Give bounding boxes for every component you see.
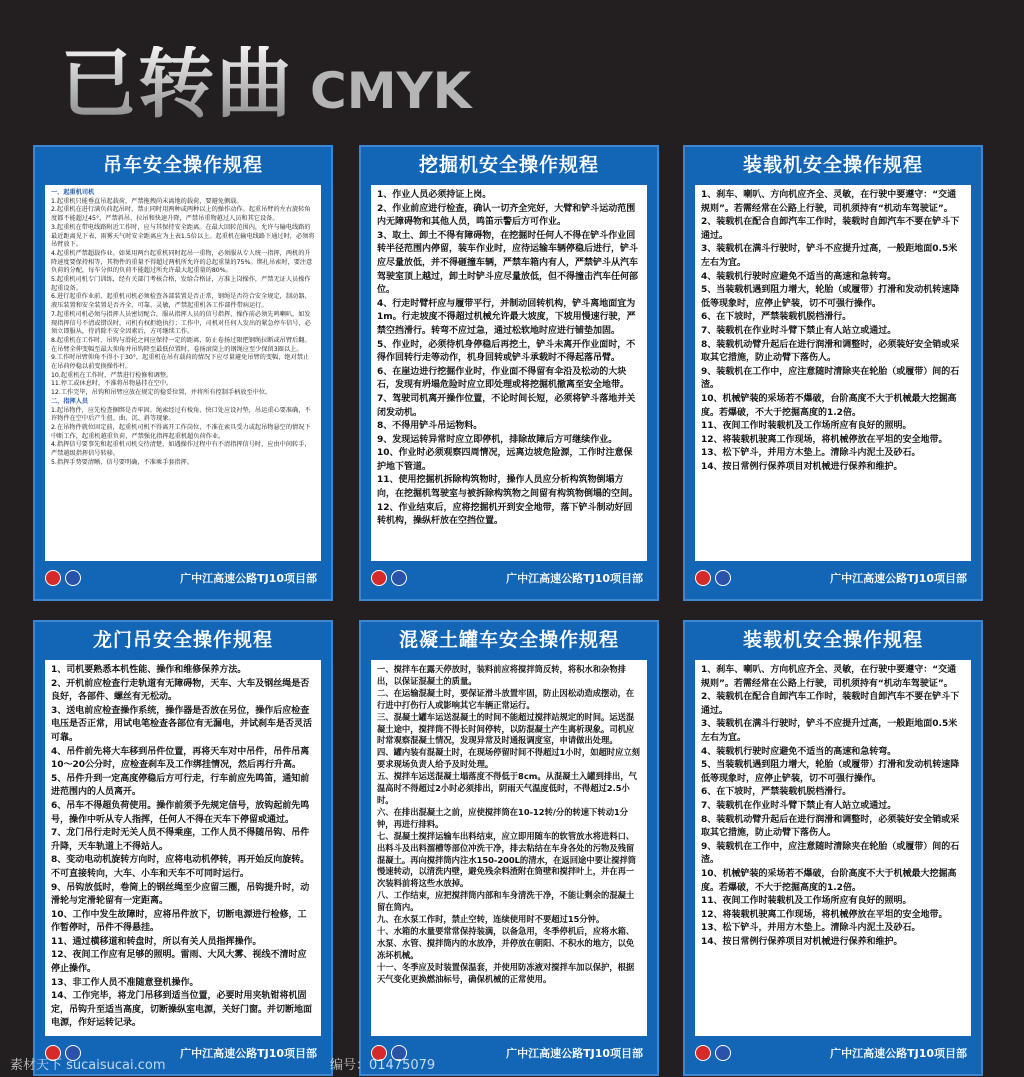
rule-item: 2.在吊物件就位固定前，起重机司机不得离开工作岗位，不准在索具受力或起吊物悬空的情况下中断工作，起重机越重负荷，严禁强化指挥起重机超负荷作业。 [51, 423, 311, 440]
rule-item: 7、驾驶司机离开操作位置，不论时间长短，必须将铲斗落地并关闭发动机。 [377, 393, 636, 418]
rule-item: 10、机械铲装的采场若不爆破，台阶高度不大于机械最大挖掘高度。若爆破，不大于挖掘高度的1.2倍。 [701, 868, 957, 893]
watermark-left: 素材天下 sucaisucai.com [10, 1058, 166, 1073]
rule-item: 1、司机要熟悉本机性能、操作和维修保养方法。 [51, 665, 247, 675]
board-title: 挖掘机安全操作规程 [418, 154, 599, 176]
board-gantry-crane [33, 620, 333, 1076]
board-footer-text: 广中江高速公路TJ10项目部 [506, 572, 643, 585]
board-loader-2 [683, 620, 983, 1076]
board-title: 混凝土罐车安全操作规程 [398, 629, 619, 651]
rule-item: 2.起重机在进行满负荷起吊时，禁止同时用两种或两种以上的操作动作。起重吊臂的左右旋转角度都不能超过45°，严禁斜吊、拉吊和快速升降，严禁吊重物越过人员和其它设备。 [51, 206, 311, 223]
rule-item: 4、行走时臂杆应与履带平行，并制动回转机构，铲斗离地面宜为1m。行走坡度不得超过机械允许最大坡度，下坡用慢速行驶，严禁空挡滑行。转弯不应过急，通过松软地时应进行铺垫加固。 [377, 298, 636, 336]
board-body [371, 185, 647, 561]
board-title: 吊车安全操作规程 [102, 154, 263, 176]
page-header [60, 22, 472, 128]
rule-item: 7.起重机司机必须与指挥人员密切配合，服从指挥人员的信号指挥，操作前必须先鸣喇叭，如发现指挥信号不清或错误时，司机有权拒绝执行；工作中，司机对任何人发出的紧急停车信号，必须立即服从，待消除不安全因素后，方可继续工作。 [51, 310, 311, 336]
rule-item: 14、按日常例行保养项目对机械进行保养和维护。 [701, 461, 903, 472]
rule-item: 3、装载机在满斗行驶时，铲斗不应提升过高，一般距地面0.5米左右为宜。 [701, 244, 958, 268]
rule-item: 13、松下铲斗，并用方木垫上。清除斗内泥土及砂石。 [701, 923, 921, 934]
rule-item: 四、罐内装有混凝土时，在现场停留时间不得超过1小时，如超时应立刻要求现场负责人给予及时处理。 [377, 747, 640, 770]
board-footer [695, 1038, 971, 1068]
company-logo-icon [715, 570, 731, 586]
rule-item: 12、夜间工作应有足够的照明。雷雨、大风大雾、视线不清时应停止操作。 [51, 950, 307, 975]
rule-item: 8、不得用铲斗吊运物料。 [377, 421, 483, 432]
rule-item: 七、混凝土搅拌运输车出料结束，应立即用随车的软管放水将进料口、出料斗及出料溜槽等部位冲洗干净，排去粘结在车身各处的污物及残留混凝土。再向搅拌筒内注水150-200L的清水，在返回途中要让搅拌筒慢速转动，以清洗内壁，避免残余料渣附在筒壁和搅拌叶上，并在再一次装料前将这些水放掉。 [377, 830, 637, 889]
board-crane [33, 145, 333, 601]
rule-item: 7、装载机在作业时斗臂下禁止有人站立或通过。 [701, 800, 897, 811]
rule-item: 二、在运输混凝土时，要保证滑斗放置牢固，防止因松动造成摆动，在行进中打伤行人或影响其它车辆正常运行。 [377, 687, 635, 710]
board-footer-text: 广中江高速公路TJ10项目部 [180, 1047, 317, 1060]
board-footer [371, 563, 647, 593]
rule-item: 6、在崖边进行挖掘作业时，作业面不得留有伞沿及松动的大块石，发现有坍塌危险时应立即处理或将挖掘机撤离至安全地带。 [377, 366, 630, 391]
rule-item: 11.停工或休息时，不准将吊物悬挂在空中。 [51, 380, 173, 388]
rule-item: 3、送电前应检查操作系统，操作器是否放在另位，操作后应检查电压是否正常，用试电笔检查各部位有无漏电，并试刹车是否灵活可靠。 [51, 705, 313, 743]
rule-item: 11、夜间工作时装载机及工作场所应有良好的照明。 [701, 421, 912, 432]
board-title: 龙门吊安全操作规程 [92, 629, 273, 651]
rule-item: 8、装载机动臂升起后在进行润滑和调整时，必须装好安全销或采取其它措施，防止动臂下落伤人。 [701, 814, 960, 839]
rule-item: 13、松下铲斗，并用方木垫上。清除斗内泥土及砂石。 [701, 448, 921, 459]
board-footer [695, 563, 971, 593]
rule-item: 6.进行起重作业前，起重机司机必须检查各部装置是否正常，钢绳是否符合安全规定，制动器、液压装置和安全装置是否齐全、可靠、灵敏，严禁起重机各工作部件带病运行。 [51, 293, 311, 310]
rule-item: 11、夜间工作时装载机及工作场所应有良好的照明。 [701, 896, 912, 907]
company-logo-icon [45, 570, 61, 586]
rule-item: 5、吊件升到一定高度停稳后方可行走，行车前应先鸣笛，通知前进范围内的人员离开。 [51, 773, 310, 798]
rule-item: 10.起重机在工作时，严禁进行检修和调整。 [51, 371, 173, 379]
rule-item: 8.起重机在工作时，吊钩与滑轮之间应保持一定的距离，防止卷扬过限把钢绳拉断或吊臂后翻。在吊臂全伸变幅至最大仰角并吊钩降至最低位置时，卷扬滚筒上的钢绳应至少保留3圈以上。 [51, 336, 311, 353]
watermark-right: 编号：01475079 [330, 1058, 436, 1073]
rule-item: 14、工作完毕，将龙门吊移到适当位置，必要时用夹轨钳将机固定，吊钩升至适当高度，切断操纵室电源，关好门窗。并切断地面电源，作好运转记录。 [51, 991, 313, 1029]
rule-item: 4、吊件前先将大车移到吊件位置，再将天车对中吊件，吊件吊离10～20公分时，应检查刹车及工作绑挂情况，然后再行升高。 [51, 746, 310, 771]
rule-item: 4.指挥信号要事先和起重机司机交待清楚，如遇操作过程中有不清指挥信号时，应由中间转手，严禁越级指挥信号转移。 [51, 441, 311, 458]
company-logo-icon [695, 1045, 711, 1061]
board-body [371, 660, 647, 1036]
board-footer-text: 广中江高速公路TJ10项目部 [830, 572, 967, 585]
board-footer-text: 广中江高速公路TJ10项目部 [830, 1047, 967, 1060]
board-excavator [359, 145, 659, 601]
rule-item: 4、装载机行驶时应避免不适当的高速和急转弯。 [701, 746, 897, 757]
rule-item: 6、在下坡时，严禁装载机脱档滑行。 [701, 787, 852, 798]
rule-item: 十一、冬季应及时装置保温套，并使用防冻液对搅拌车加以保护，根据天气变化更换燃油标号，确保机械的正常使用。 [377, 961, 635, 984]
board-body [695, 660, 971, 1036]
rule-item: 2、装载机在配合自卸汽车工作时，装载时自卸汽车不要在铲斗下通过。 [701, 692, 960, 716]
rule-item: 5.起重机司机专门训练，经有关部门考核合格，发给合格证，方准上岗操作，严禁无证人员操作起重设备。 [51, 276, 311, 292]
board-body [45, 185, 321, 561]
rule-item: 12.工作完毕，吊钩和吊臂应放在规定的稳妥位置，并将所有控制手柄放至中位。 [51, 389, 272, 397]
rule-item: 三、混凝土罐车运送混凝土的时间不能超过搅拌站规定的时间。运送混凝土途中，搅拌筒不得长时间停转，以防混凝土产生离析现象。司机应时常观察混凝土情况，发现异常及时通报调度室，申请做出处理。 [377, 711, 635, 746]
header-title: 已转曲 [60, 39, 294, 128]
company-logo-icon [391, 570, 407, 586]
rule-item: 六、在排出混凝土之前，应使搅拌筒在10-12转/分的转速下转动1分钟，再进行排料。 [377, 806, 629, 829]
rule-item: 十、水箱的水量要常常保持装满，以备急用，冬季停机后，应将水箱、水泵、水管、搅拌筒内的水放净，并停放在朝阳、不积水的地方，以免冻坏机械。 [377, 925, 635, 960]
rule-item: 5、当装载机遇到阻力增大，轮胎（或履带）打滑和发动机转速降低等现象时，应停止铲装，切不可强行操作。 [701, 760, 960, 784]
rule-item: 9、装载机在工作中，应注意随时清除夹在轮胎（或履带）间的石渣。 [701, 366, 960, 391]
rule-item: 9、发现运转异常时应立即停机，排除故障后方可继续作业。 [377, 434, 618, 445]
rule-item: 3.起重机在带电线路附近工作时，应与其保持安全距离。在最大回转范围内，允许与输电线路的最近距离见下表，雨雾天气时安全距离应为上表1.5倍以上。起重机在输电线路下通过时，必须将吊臂放下。 [51, 223, 315, 249]
rule-item: 3、装载机在满斗行驶时，铲斗不应提升过高，一般距地面0.5米左右为宜。 [701, 719, 958, 743]
company-logo-icon [715, 1045, 731, 1061]
rule-item: 12、将装载机驶离工作现场，将机械停放在平坦的安全地带。 [701, 909, 948, 920]
rule-item: 4.起重机严禁超载作业。如果用两台起重机同时起吊一重物，必须服从专人统一指挥，两机的升降速度要保持相等，其物件的重量不得超过两机所允许的总起重量的75%。绑扎吊索时，要注意负荷的分配，每车分担的负荷不能超过所允许最大起重量的80%。 [51, 249, 313, 275]
rule-item: 1、刹车、喇叭、方向机应齐全、灵敏，在行驶中要遵守：“交通规则”。若需经常在公路上行驶，司机须持有“机动车驾驶证”。 [701, 190, 957, 214]
rule-item: 10、作业时必须观察四周情况，远离边坡危险源，工作时注意保护地下管道。 [377, 448, 633, 472]
company-logo-icon [371, 570, 387, 586]
rule-item: 11、通过横移道和转盘时，所以有关人员指挥操作。 [51, 936, 262, 947]
company-logo-icon [65, 570, 81, 586]
rule-item: 9.工作时吊臂仰角不得小于30°，起重机在吊有载荷的情况下应尽量避免吊臂的变幅，绝对禁止在吊荷停稳以前变换操作杆。 [51, 354, 310, 371]
rule-item: 9、装载机在工作中，应注意随时清除夹在轮胎（或履带）间的石渣。 [701, 841, 960, 866]
rule-item: 12、将装载机驶离工作现场，将机械停放在平坦的安全地带。 [701, 434, 948, 445]
header-subtitle: CMYK [310, 62, 472, 120]
board-footer [45, 563, 321, 593]
rule-item: 10、工作中发生故障时，应将吊件放下，切断电源进行检修，工作暂停时，吊件不得悬挂。 [51, 909, 307, 934]
rule-item: 2、开机前应检查行走轨道有无障碍物，天车、大车及钢丝绳是否良好，各部件、螺丝有无松动。 [51, 678, 310, 703]
rule-item: 14、按日常例行保养项目对机械进行保养和维护。 [701, 936, 903, 947]
rule-item: 2、作业前应进行检查，确认一切齐全完好，大臂和铲斗运动范围内无障碍物和其他人员，鸣笛示警后方可作业。 [377, 203, 636, 228]
rule-item: 5、作业时，必须待机身停稳后再挖土，铲斗未离开作业面时，不得作回转行走等动作，机身回转或铲斗承载时不得起落吊臂。 [377, 339, 636, 364]
rule-item: 6、在下坡时，严禁装载机脱档滑行。 [701, 312, 852, 323]
rule-item: 13、非工作人员不准随意登机操作。 [51, 977, 199, 988]
rule-item: 8、变动电动机旋转方向时，应将电动机停转，再开始反向旋转。不可直接转向，大车、小车和天车不可同时运行。 [51, 855, 310, 879]
rule-item: 1.起吊物件，应先检查捆绑是否牢固。绳索经过有棱角、快口处应设衬垫，吊运重心要准确，不许物件在空中后产生扭、曲、沉、斜等现象。 [51, 406, 311, 423]
board-loader [683, 145, 983, 601]
board-body [45, 660, 321, 1036]
rule-item: 九、在水泵工作时，禁止空转，连续使用时不要超过15分钟。 [377, 914, 605, 925]
rule-item: 一、搅拌车在露天停放时，装料前应将搅拌筒反转，将积水和杂物排出，以保证混凝土的质量。 [377, 664, 626, 686]
rule-section-heading: 一、起重机司机 [51, 189, 95, 196]
rule-item: 10、机械铲装的采场若不爆破，台阶高度不大于机械最大挖掘高度。若爆破，不大于挖掘高度的1.2倍。 [701, 393, 957, 418]
rule-item: 5、当装载机遇到阻力增大，轮胎（或履带）打滑和发动机转速降低等现象时，应停止铲装，切不可强行操作。 [701, 285, 960, 309]
board-concrete-mixer [359, 620, 659, 1076]
board-body [695, 185, 971, 561]
rule-item: 2、装载机在配合自卸汽车工作时，装载时自卸汽车不要在铲斗下通过。 [701, 217, 960, 241]
rule-item: 7、龙门吊行走时无关人员不得乘座，工作人员不得随吊钩、吊件升降，天车轨道上不得站人。 [51, 828, 310, 852]
board-title: 装载机安全操作规程 [742, 629, 923, 651]
rule-item: 8、装载机动臂升起后在进行润滑和调整时，必须装好安全销或采取其它措施，防止动臂下落伤人。 [701, 339, 960, 364]
rule-item: 1.起重机只能垂直吊起载荷，严禁拖拽尚未离地的载荷，要避免侧载。 [51, 197, 243, 205]
board-title: 装载机安全操作规程 [742, 154, 923, 176]
rule-item: 12、作业结束后，应将挖掘机开到安全地带，落下铲斗制动好回转机构，操纵杆放在空挡位置。 [377, 502, 633, 527]
rule-section-heading: 二、指挥人员 [51, 397, 89, 405]
board-footer-text: 广中江高速公路TJ10项目部 [506, 1047, 643, 1060]
rule-item: 五、搅拌车运送混凝土塌落度不得低于8cm。从混凝土入罐到排出，气温高时不得超过2小时必须排出，阴雨天气温度低时，不得超过2.5小时。 [377, 771, 637, 805]
rule-item: 6、吊车不得超负荷使用。操作前须予先规定信号，放钩起前先鸣号，操作中听从专人指挥，任何人不得在天车下停留或通过。 [51, 800, 310, 825]
rule-item: 11、使用挖掘机拆除构筑物时，操作人员应分析构筑物倒塌方向，在挖掘机驾驶室与被拆除构筑物之间留有构筑物倒塌的空间。 [377, 475, 639, 500]
rule-item: 1、作业人员必须持证上岗。 [377, 190, 492, 200]
rule-item: 3、取土、卸土不得有障碍物，在挖掘时任何人不得在铲斗作业回转半径范围内停留，装车作业时，应待运输车辆停稳后进行，铲斗应尽量放低，并不得砸撞车辆，严禁车箱内有人，严禁铲斗从汽车驾驶室顶上越过，卸土时铲斗应尽量放低，但不得撞击汽车任何部位。 [377, 230, 639, 296]
rule-item: 1、刹车、喇叭、方向机应齐全、灵敏，在行驶中要遵守：“交通规则”。若需经常在公路上行驶，司机须持有“机动车驾驶证”。 [701, 665, 957, 689]
board-footer-text: 广中江高速公路TJ10项目部 [180, 572, 317, 585]
rule-item: 7、装载机在作业时斗臂下禁止有人站立或通过。 [701, 325, 897, 336]
rule-item: 9、吊钩放低时，卷筒上的钢丝绳至少应留三圈，吊钩提升时，动滑轮与定滑轮留有一定距离。 [51, 882, 310, 907]
rule-item: 4、装载机行驶时应避免不适当的高速和急转弯。 [701, 271, 897, 282]
rule-item: 5.指挥手势要清晰，信号要明确，不准乘手套指挥。 [51, 458, 194, 466]
company-logo-icon [695, 570, 711, 586]
rule-item: 八、工作结束，应把搅拌筒内部和车身清洗干净，不能让剩余的混凝土留在筒内。 [377, 890, 635, 913]
